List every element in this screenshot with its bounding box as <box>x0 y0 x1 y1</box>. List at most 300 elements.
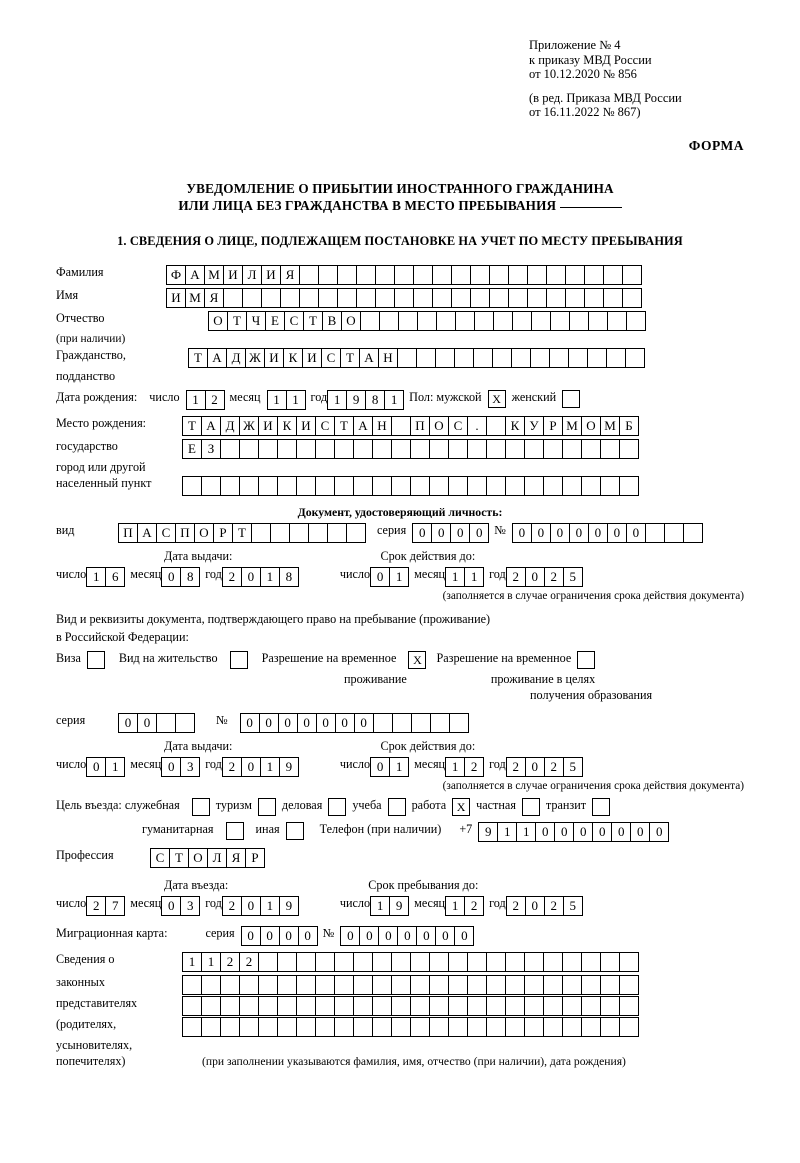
cell[interactable]: 9 <box>279 757 299 777</box>
cell[interactable]: 0 <box>535 822 555 842</box>
cell[interactable] <box>277 439 297 459</box>
cell[interactable] <box>201 1017 221 1037</box>
cell[interactable]: 2 <box>464 757 484 777</box>
cell[interactable] <box>410 952 430 972</box>
cell[interactable] <box>353 975 373 995</box>
cell[interactable]: 0 <box>259 713 279 733</box>
cell[interactable] <box>337 265 357 285</box>
identity-series-cells[interactable] <box>412 523 488 543</box>
patronymic-cells[interactable] <box>208 311 645 331</box>
cell[interactable] <box>270 523 290 543</box>
cell[interactable] <box>607 311 627 331</box>
cell[interactable] <box>258 476 278 496</box>
cell[interactable] <box>622 288 642 308</box>
visa-checkbox[interactable] <box>87 651 105 669</box>
cell[interactable] <box>505 439 525 459</box>
cell[interactable] <box>486 996 506 1016</box>
cell[interactable] <box>353 1017 373 1037</box>
cell[interactable]: 2 <box>506 757 526 777</box>
cell[interactable] <box>600 476 620 496</box>
cell[interactable]: 9 <box>389 896 409 916</box>
cell[interactable] <box>220 996 240 1016</box>
cell[interactable] <box>220 476 240 496</box>
cell[interactable] <box>436 311 456 331</box>
cell[interactable] <box>550 311 570 331</box>
cell[interactable]: 0 <box>611 822 631 842</box>
cell[interactable] <box>280 288 300 308</box>
cell[interactable] <box>543 439 563 459</box>
cell[interactable] <box>448 439 468 459</box>
cell[interactable] <box>391 996 411 1016</box>
cell[interactable]: 0 <box>569 523 589 543</box>
cell[interactable]: 0 <box>525 896 545 916</box>
cell[interactable]: 0 <box>554 822 574 842</box>
cell[interactable] <box>473 348 493 368</box>
cell[interactable] <box>562 1017 582 1037</box>
cell[interactable] <box>584 265 604 285</box>
cell[interactable] <box>182 1017 202 1037</box>
cell[interactable]: 2 <box>506 896 526 916</box>
cell[interactable]: 1 <box>389 567 409 587</box>
cell[interactable] <box>356 265 376 285</box>
cell[interactable]: 9 <box>346 390 366 410</box>
cell[interactable] <box>581 975 601 995</box>
cell[interactable] <box>505 1017 525 1037</box>
cell[interactable] <box>239 996 259 1016</box>
cell[interactable]: 0 <box>525 757 545 777</box>
cell[interactable]: 2 <box>222 896 242 916</box>
cell[interactable] <box>156 713 176 733</box>
cell[interactable] <box>201 975 221 995</box>
cell[interactable] <box>258 996 278 1016</box>
cell[interactable] <box>587 348 607 368</box>
cell[interactable]: А <box>207 348 227 368</box>
cell[interactable]: 1 <box>327 390 347 410</box>
cell[interactable] <box>531 311 551 331</box>
cell[interactable] <box>201 996 221 1016</box>
cell[interactable] <box>432 265 452 285</box>
cell[interactable]: 1 <box>445 896 465 916</box>
cell[interactable] <box>581 476 601 496</box>
cell[interactable] <box>308 523 328 543</box>
cell[interactable]: Т <box>182 416 202 436</box>
sex-female-checkbox[interactable] <box>562 390 580 408</box>
cell[interactable]: 1 <box>260 757 280 777</box>
cell[interactable] <box>600 996 620 1016</box>
cell[interactable] <box>277 1017 297 1037</box>
cell[interactable] <box>492 348 512 368</box>
cell[interactable]: 0 <box>241 757 261 777</box>
cell[interactable]: 0 <box>240 713 260 733</box>
cell[interactable]: 0 <box>297 713 317 733</box>
cell[interactable]: 8 <box>279 567 299 587</box>
cell[interactable] <box>512 311 532 331</box>
cell[interactable]: 0 <box>607 523 627 543</box>
birth-year-cells[interactable] <box>327 390 403 410</box>
cell[interactable]: 2 <box>222 567 242 587</box>
cell[interactable]: 1 <box>86 567 106 587</box>
cell[interactable]: 0 <box>630 822 650 842</box>
cell[interactable] <box>372 439 392 459</box>
cell[interactable] <box>524 996 544 1016</box>
cell[interactable] <box>373 713 393 733</box>
cell[interactable]: 1 <box>370 896 390 916</box>
cell[interactable]: 5 <box>563 896 583 916</box>
cell[interactable] <box>451 265 471 285</box>
cell[interactable] <box>334 439 354 459</box>
cell[interactable]: Т <box>169 848 189 868</box>
cell[interactable]: М <box>562 416 582 436</box>
cell[interactable]: . <box>467 416 487 436</box>
cell[interactable] <box>182 996 202 1016</box>
cell[interactable]: 5 <box>563 757 583 777</box>
purpose-business-checkbox[interactable] <box>328 798 346 816</box>
cell[interactable]: К <box>505 416 525 436</box>
cell[interactable]: 0 <box>161 896 181 916</box>
cell[interactable] <box>549 348 569 368</box>
cell[interactable]: 0 <box>626 523 646 543</box>
cell[interactable] <box>470 288 490 308</box>
cell[interactable]: 0 <box>435 926 455 946</box>
cell[interactable] <box>372 952 392 972</box>
identity-issue-year-cells[interactable] <box>222 567 298 587</box>
cell[interactable]: С <box>448 416 468 436</box>
cell[interactable] <box>600 952 620 972</box>
cell[interactable]: О <box>188 848 208 868</box>
cell[interactable]: 0 <box>161 567 181 587</box>
cell[interactable] <box>337 288 357 308</box>
cell[interactable]: 1 <box>260 896 280 916</box>
cell[interactable] <box>524 952 544 972</box>
birthplace-cells-row3[interactable] <box>182 476 638 496</box>
entry-month-cells[interactable] <box>161 896 199 916</box>
cell[interactable]: 2 <box>239 952 259 972</box>
identity-number-cells[interactable] <box>512 523 702 543</box>
cell[interactable] <box>315 1017 335 1037</box>
cell[interactable] <box>315 439 335 459</box>
cell[interactable] <box>239 476 259 496</box>
cell[interactable] <box>372 476 392 496</box>
cell[interactable]: В <box>322 311 342 331</box>
cell[interactable] <box>353 996 373 1016</box>
cell[interactable] <box>486 952 506 972</box>
cell[interactable]: Л <box>242 265 262 285</box>
stay-year-cells[interactable] <box>506 896 582 916</box>
cell[interactable] <box>455 311 475 331</box>
cell[interactable] <box>397 348 417 368</box>
cell[interactable] <box>467 476 487 496</box>
cell[interactable] <box>435 348 455 368</box>
cell[interactable] <box>486 1017 506 1037</box>
cell[interactable]: 0 <box>412 523 432 543</box>
cell[interactable] <box>524 439 544 459</box>
cell[interactable] <box>511 348 531 368</box>
cell[interactable] <box>410 439 430 459</box>
cell[interactable]: Т <box>227 311 247 331</box>
cell[interactable]: С <box>156 523 176 543</box>
cell[interactable] <box>398 311 418 331</box>
cell[interactable]: И <box>302 348 322 368</box>
cell[interactable]: 1 <box>464 567 484 587</box>
cell[interactable] <box>449 713 469 733</box>
cell[interactable] <box>277 975 297 995</box>
cell[interactable] <box>391 439 411 459</box>
cell[interactable]: 2 <box>205 390 225 410</box>
cell[interactable] <box>429 1017 449 1037</box>
cell[interactable] <box>543 996 563 1016</box>
cell[interactable] <box>622 265 642 285</box>
cell[interactable] <box>619 975 639 995</box>
cell[interactable]: 0 <box>354 713 374 733</box>
cell[interactable]: К <box>277 416 297 436</box>
permit-valid-year-cells[interactable] <box>506 757 582 777</box>
legal-reps-cells-row4[interactable] <box>182 1017 638 1037</box>
cell[interactable]: И <box>264 348 284 368</box>
cell[interactable]: 2 <box>464 896 484 916</box>
cell[interactable]: 0 <box>416 926 436 946</box>
birthplace-cells-row2[interactable] <box>182 439 638 459</box>
identity-valid-day-cells[interactable] <box>370 567 408 587</box>
cell[interactable] <box>392 713 412 733</box>
cell[interactable] <box>486 975 506 995</box>
cell[interactable] <box>391 975 411 995</box>
cell[interactable] <box>353 952 373 972</box>
cell[interactable] <box>334 1017 354 1037</box>
legal-reps-cells-row3[interactable] <box>182 996 638 1016</box>
cell[interactable] <box>299 265 319 285</box>
cell[interactable] <box>277 476 297 496</box>
cell[interactable]: 5 <box>563 567 583 587</box>
cell[interactable]: Я <box>204 288 224 308</box>
cell[interactable] <box>429 476 449 496</box>
cell[interactable]: 0 <box>370 567 390 587</box>
cell[interactable]: Б <box>619 416 639 436</box>
cell[interactable] <box>600 975 620 995</box>
cell[interactable] <box>296 952 316 972</box>
cell[interactable] <box>486 476 506 496</box>
cell[interactable]: С <box>321 348 341 368</box>
cell[interactable] <box>201 476 221 496</box>
cell[interactable] <box>429 439 449 459</box>
permit-issue-day-cells[interactable] <box>86 757 124 777</box>
cell[interactable] <box>562 996 582 1016</box>
cell[interactable] <box>619 476 639 496</box>
cell[interactable] <box>289 523 309 543</box>
cell[interactable] <box>543 975 563 995</box>
cell[interactable]: 1 <box>186 390 206 410</box>
cell[interactable]: А <box>353 416 373 436</box>
cell[interactable]: О <box>581 416 601 436</box>
cell[interactable] <box>239 975 259 995</box>
cell[interactable] <box>391 476 411 496</box>
identity-issue-month-cells[interactable] <box>161 567 199 587</box>
cell[interactable]: 1 <box>105 757 125 777</box>
cell[interactable]: Ж <box>245 348 265 368</box>
cell[interactable] <box>258 1017 278 1037</box>
cell[interactable]: 2 <box>220 952 240 972</box>
cell[interactable]: 0 <box>260 926 280 946</box>
cell[interactable]: 8 <box>180 567 200 587</box>
cell[interactable] <box>416 348 436 368</box>
cell[interactable] <box>391 416 411 436</box>
cell[interactable] <box>346 523 366 543</box>
cell[interactable] <box>543 476 563 496</box>
cell[interactable]: 0 <box>359 926 379 946</box>
surname-cells[interactable] <box>166 265 641 285</box>
cell[interactable] <box>588 311 608 331</box>
cell[interactable]: 0 <box>241 567 261 587</box>
migration-card-series-cells[interactable] <box>241 926 317 946</box>
cell[interactable]: 0 <box>340 926 360 946</box>
cell[interactable]: 0 <box>469 523 489 543</box>
cell[interactable]: Т <box>340 348 360 368</box>
migration-card-number-cells[interactable] <box>340 926 473 946</box>
cell[interactable] <box>524 975 544 995</box>
cell[interactable]: 0 <box>161 757 181 777</box>
permit-issue-month-cells[interactable] <box>161 757 199 777</box>
cell[interactable] <box>683 523 703 543</box>
cell[interactable]: 1 <box>384 390 404 410</box>
cell[interactable]: И <box>223 265 243 285</box>
cell[interactable]: 2 <box>222 757 242 777</box>
cell[interactable] <box>524 476 544 496</box>
sex-male-checkbox[interactable]: Х <box>488 390 506 408</box>
cell[interactable]: 0 <box>588 523 608 543</box>
cell[interactable] <box>261 288 281 308</box>
cell[interactable]: 1 <box>201 952 221 972</box>
cell[interactable]: 0 <box>531 523 551 543</box>
cell[interactable]: У <box>524 416 544 436</box>
cell[interactable]: 0 <box>86 757 106 777</box>
cell[interactable]: 1 <box>260 567 280 587</box>
cell[interactable] <box>220 975 240 995</box>
cell[interactable]: М <box>185 288 205 308</box>
cell[interactable]: 0 <box>397 926 417 946</box>
cell[interactable] <box>258 975 278 995</box>
cell[interactable]: 1 <box>497 822 517 842</box>
cell[interactable] <box>223 288 243 308</box>
cell[interactable]: 1 <box>445 757 465 777</box>
cell[interactable] <box>296 975 316 995</box>
cell[interactable] <box>220 439 240 459</box>
cell[interactable] <box>410 476 430 496</box>
cell[interactable] <box>530 348 550 368</box>
cell[interactable] <box>375 288 395 308</box>
cell[interactable]: М <box>204 265 224 285</box>
cell[interactable]: 2 <box>506 567 526 587</box>
cell[interactable] <box>626 311 646 331</box>
cell[interactable] <box>296 439 316 459</box>
cell[interactable] <box>619 952 639 972</box>
citizenship-cells[interactable] <box>188 348 644 368</box>
cell[interactable] <box>489 265 509 285</box>
cell[interactable] <box>603 288 623 308</box>
cell[interactable]: Т <box>188 348 208 368</box>
cell[interactable]: 0 <box>525 567 545 587</box>
cell[interactable] <box>581 996 601 1016</box>
cell[interactable]: А <box>201 416 221 436</box>
cell[interactable] <box>600 439 620 459</box>
cell[interactable] <box>411 713 431 733</box>
phone-cells[interactable] <box>478 822 668 842</box>
cell[interactable] <box>562 439 582 459</box>
temp-residence-checkbox[interactable]: Х <box>408 651 426 669</box>
cell[interactable] <box>505 975 525 995</box>
stay-month-cells[interactable] <box>445 896 483 916</box>
cell[interactable]: И <box>258 416 278 436</box>
cell[interactable]: 0 <box>298 926 318 946</box>
cell[interactable] <box>410 975 430 995</box>
cell[interactable]: Н <box>372 416 392 436</box>
cell[interactable]: И <box>296 416 316 436</box>
cell[interactable]: 0 <box>316 713 336 733</box>
cell[interactable]: 0 <box>278 713 298 733</box>
cell[interactable] <box>391 952 411 972</box>
cell[interactable] <box>467 952 487 972</box>
cell[interactable] <box>182 476 202 496</box>
cell[interactable]: 6 <box>105 567 125 587</box>
cell[interactable] <box>619 1017 639 1037</box>
cell[interactable] <box>543 952 563 972</box>
cell[interactable] <box>318 265 338 285</box>
cell[interactable]: П <box>175 523 195 543</box>
cell[interactable]: Р <box>213 523 233 543</box>
cell[interactable] <box>619 439 639 459</box>
cell[interactable]: А <box>185 265 205 285</box>
cell[interactable] <box>562 975 582 995</box>
cell[interactable] <box>527 265 547 285</box>
cell[interactable]: Р <box>245 848 265 868</box>
cell[interactable]: 0 <box>241 926 261 946</box>
cell[interactable]: 0 <box>454 926 474 946</box>
cell[interactable]: 0 <box>512 523 532 543</box>
birth-month-cells[interactable] <box>267 390 305 410</box>
cell[interactable] <box>448 1017 468 1037</box>
permit-number-cells[interactable] <box>240 713 468 733</box>
cell[interactable] <box>258 952 278 972</box>
cell[interactable]: К <box>283 348 303 368</box>
cell[interactable] <box>372 996 392 1016</box>
cell[interactable]: 0 <box>335 713 355 733</box>
cell[interactable] <box>467 1017 487 1037</box>
cell[interactable] <box>379 311 399 331</box>
cell[interactable]: Я <box>280 265 300 285</box>
cell[interactable]: Р <box>543 416 563 436</box>
firstname-cells[interactable] <box>166 288 641 308</box>
cell[interactable] <box>565 288 585 308</box>
cell[interactable]: 0 <box>118 713 138 733</box>
cell[interactable] <box>242 288 262 308</box>
cell[interactable] <box>467 975 487 995</box>
cell[interactable]: И <box>166 288 186 308</box>
cell[interactable]: С <box>150 848 170 868</box>
cell[interactable] <box>327 523 347 543</box>
cell[interactable] <box>505 996 525 1016</box>
cell[interactable] <box>467 439 487 459</box>
cell[interactable]: Я <box>226 848 246 868</box>
cell[interactable]: П <box>410 416 430 436</box>
cell[interactable] <box>239 1017 259 1037</box>
cell[interactable] <box>505 476 525 496</box>
cell[interactable] <box>277 952 297 972</box>
cell[interactable] <box>603 265 623 285</box>
cell[interactable] <box>410 996 430 1016</box>
cell[interactable] <box>600 1017 620 1037</box>
cell[interactable] <box>413 288 433 308</box>
cell[interactable] <box>296 476 316 496</box>
entry-day-cells[interactable] <box>86 896 124 916</box>
cell[interactable] <box>356 288 376 308</box>
